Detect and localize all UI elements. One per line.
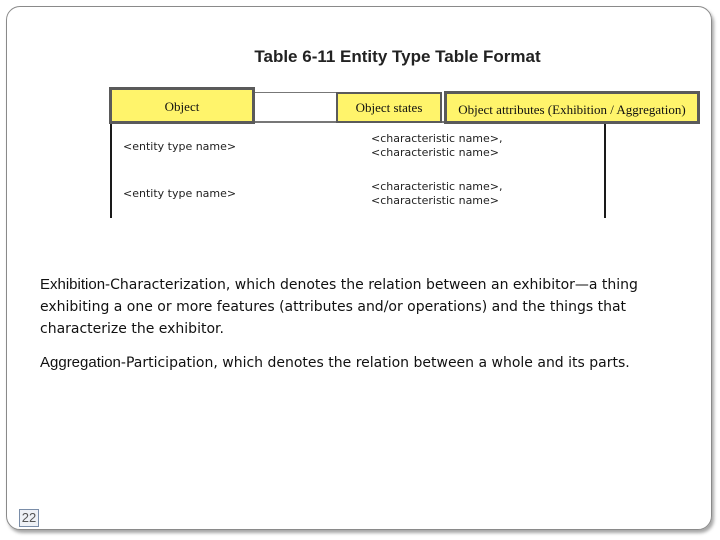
slide-number: 22 xyxy=(19,509,39,527)
table-right-border xyxy=(604,121,606,218)
entity-type-name: <entity type name> xyxy=(123,140,237,153)
table-title: Table 6-11 Entity Type Table Format xyxy=(254,47,541,66)
header-object: Object xyxy=(109,87,255,124)
definition-aggregation xyxy=(40,352,690,374)
header-object-attributes: Object attributes (Exhibition / Aggregation) xyxy=(444,91,700,124)
characteristic-name: <characteristic name> xyxy=(371,194,500,207)
header-blank-cell xyxy=(255,92,336,122)
slide-frame xyxy=(6,6,712,530)
characteristic-name: <characteristic name> xyxy=(371,146,500,159)
definition-exhibition xyxy=(40,274,690,340)
definition-text: -Characterization, which denotes the relation between an exhibitor—a thing exhibiting a one or more features (attributes and/or operations) and the things that characterize the exhibitor. xyxy=(40,277,638,337)
definition-term: Aggregation xyxy=(40,354,121,371)
table-left-border xyxy=(110,121,112,218)
characteristic-name: <characteristic name>, xyxy=(371,132,503,145)
definition-term: Exhibition xyxy=(40,276,106,293)
characteristic-name: <characteristic name>, xyxy=(371,180,503,193)
entity-type-name: <entity type name> xyxy=(123,187,237,200)
definition-text: -Participation, which denotes the relation between a whole and its parts. xyxy=(120,355,630,371)
header-object-states: Object states xyxy=(336,92,442,123)
